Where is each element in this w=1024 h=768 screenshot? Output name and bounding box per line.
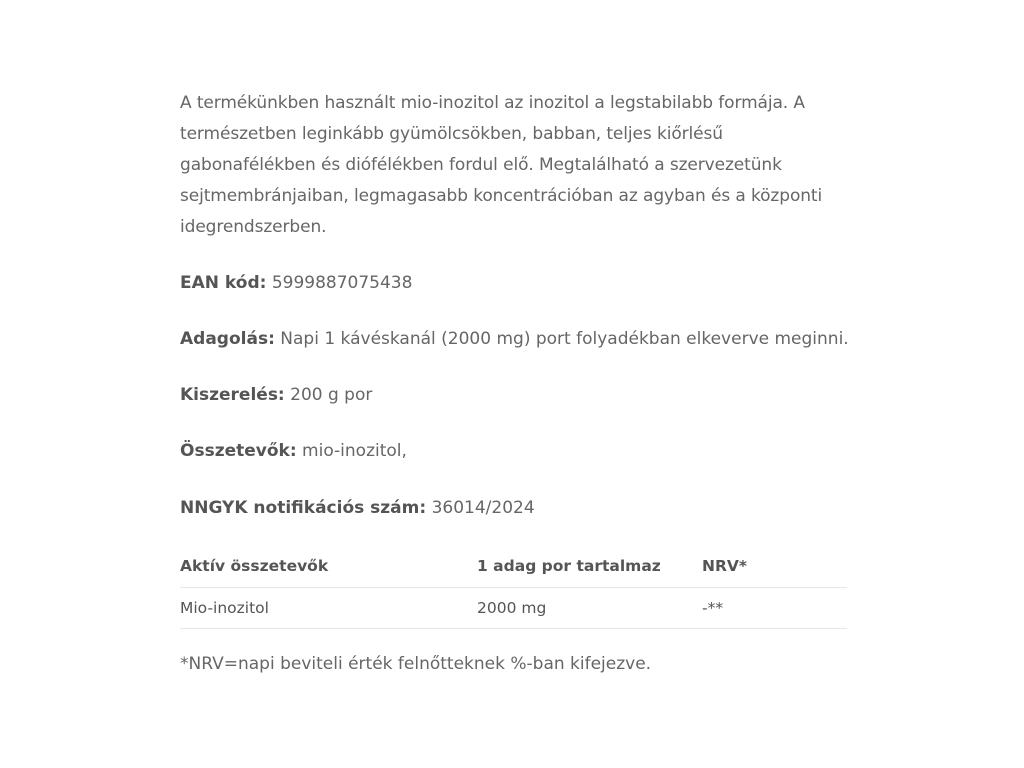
notification-number-label: NNGYK notifikációs szám:	[180, 498, 427, 518]
package-size-label: Kiszerelés:	[180, 385, 285, 405]
table-cell: 2000 mg	[477, 588, 702, 629]
product-description	[180, 88, 850, 674]
ingredients-value: mio-inozitol,	[296, 441, 407, 461]
ean-field	[180, 271, 412, 295]
intro-paragraph: A termékünkben használt mio-inozitol az inozitol a legstabilabb formája. A természetben leginkább gyümölcsökben, babban, teljes kiőrlésű gabonafélékben és diófélékben fordul elő. Megtalálható a szervezetünk sejtmembránjaiban, legmagasabb koncentrációban az agyban és a központi idegrendszerben.	[180, 93, 823, 237]
table-header-cell: Aktív összetevők	[180, 544, 477, 588]
package-size-value: 200 g por	[284, 385, 373, 405]
ean-label: EAN kód:	[180, 273, 267, 293]
package-size-field	[180, 383, 372, 407]
ingredients-label: Összetevők:	[180, 441, 297, 461]
dosage-label: Adagolás:	[180, 329, 275, 349]
table-cell: -**	[702, 588, 847, 629]
notification-number-value: 36014/2024	[426, 498, 535, 518]
table-cell: Mio-inozitol	[180, 588, 477, 629]
table-row	[180, 588, 847, 629]
dosage-field	[180, 327, 849, 351]
table-header-cell: NRV*	[702, 544, 847, 588]
notification-number-field	[180, 496, 535, 520]
table-header-cell: 1 adag por tartalmaz	[477, 544, 702, 588]
table-header-row	[180, 544, 847, 588]
dosage-value: Napi 1 kávéskanál (2000 mg) port folyadékban elkeverve meginni.	[274, 329, 849, 349]
ean-value: 5999887075438	[266, 273, 413, 293]
ingredients-field	[180, 439, 407, 463]
nrv-footnote: *NRV=napi beviteli érték felnőtteknek %-ban kifejezve.	[180, 654, 652, 674]
nutrition-table	[180, 544, 847, 629]
